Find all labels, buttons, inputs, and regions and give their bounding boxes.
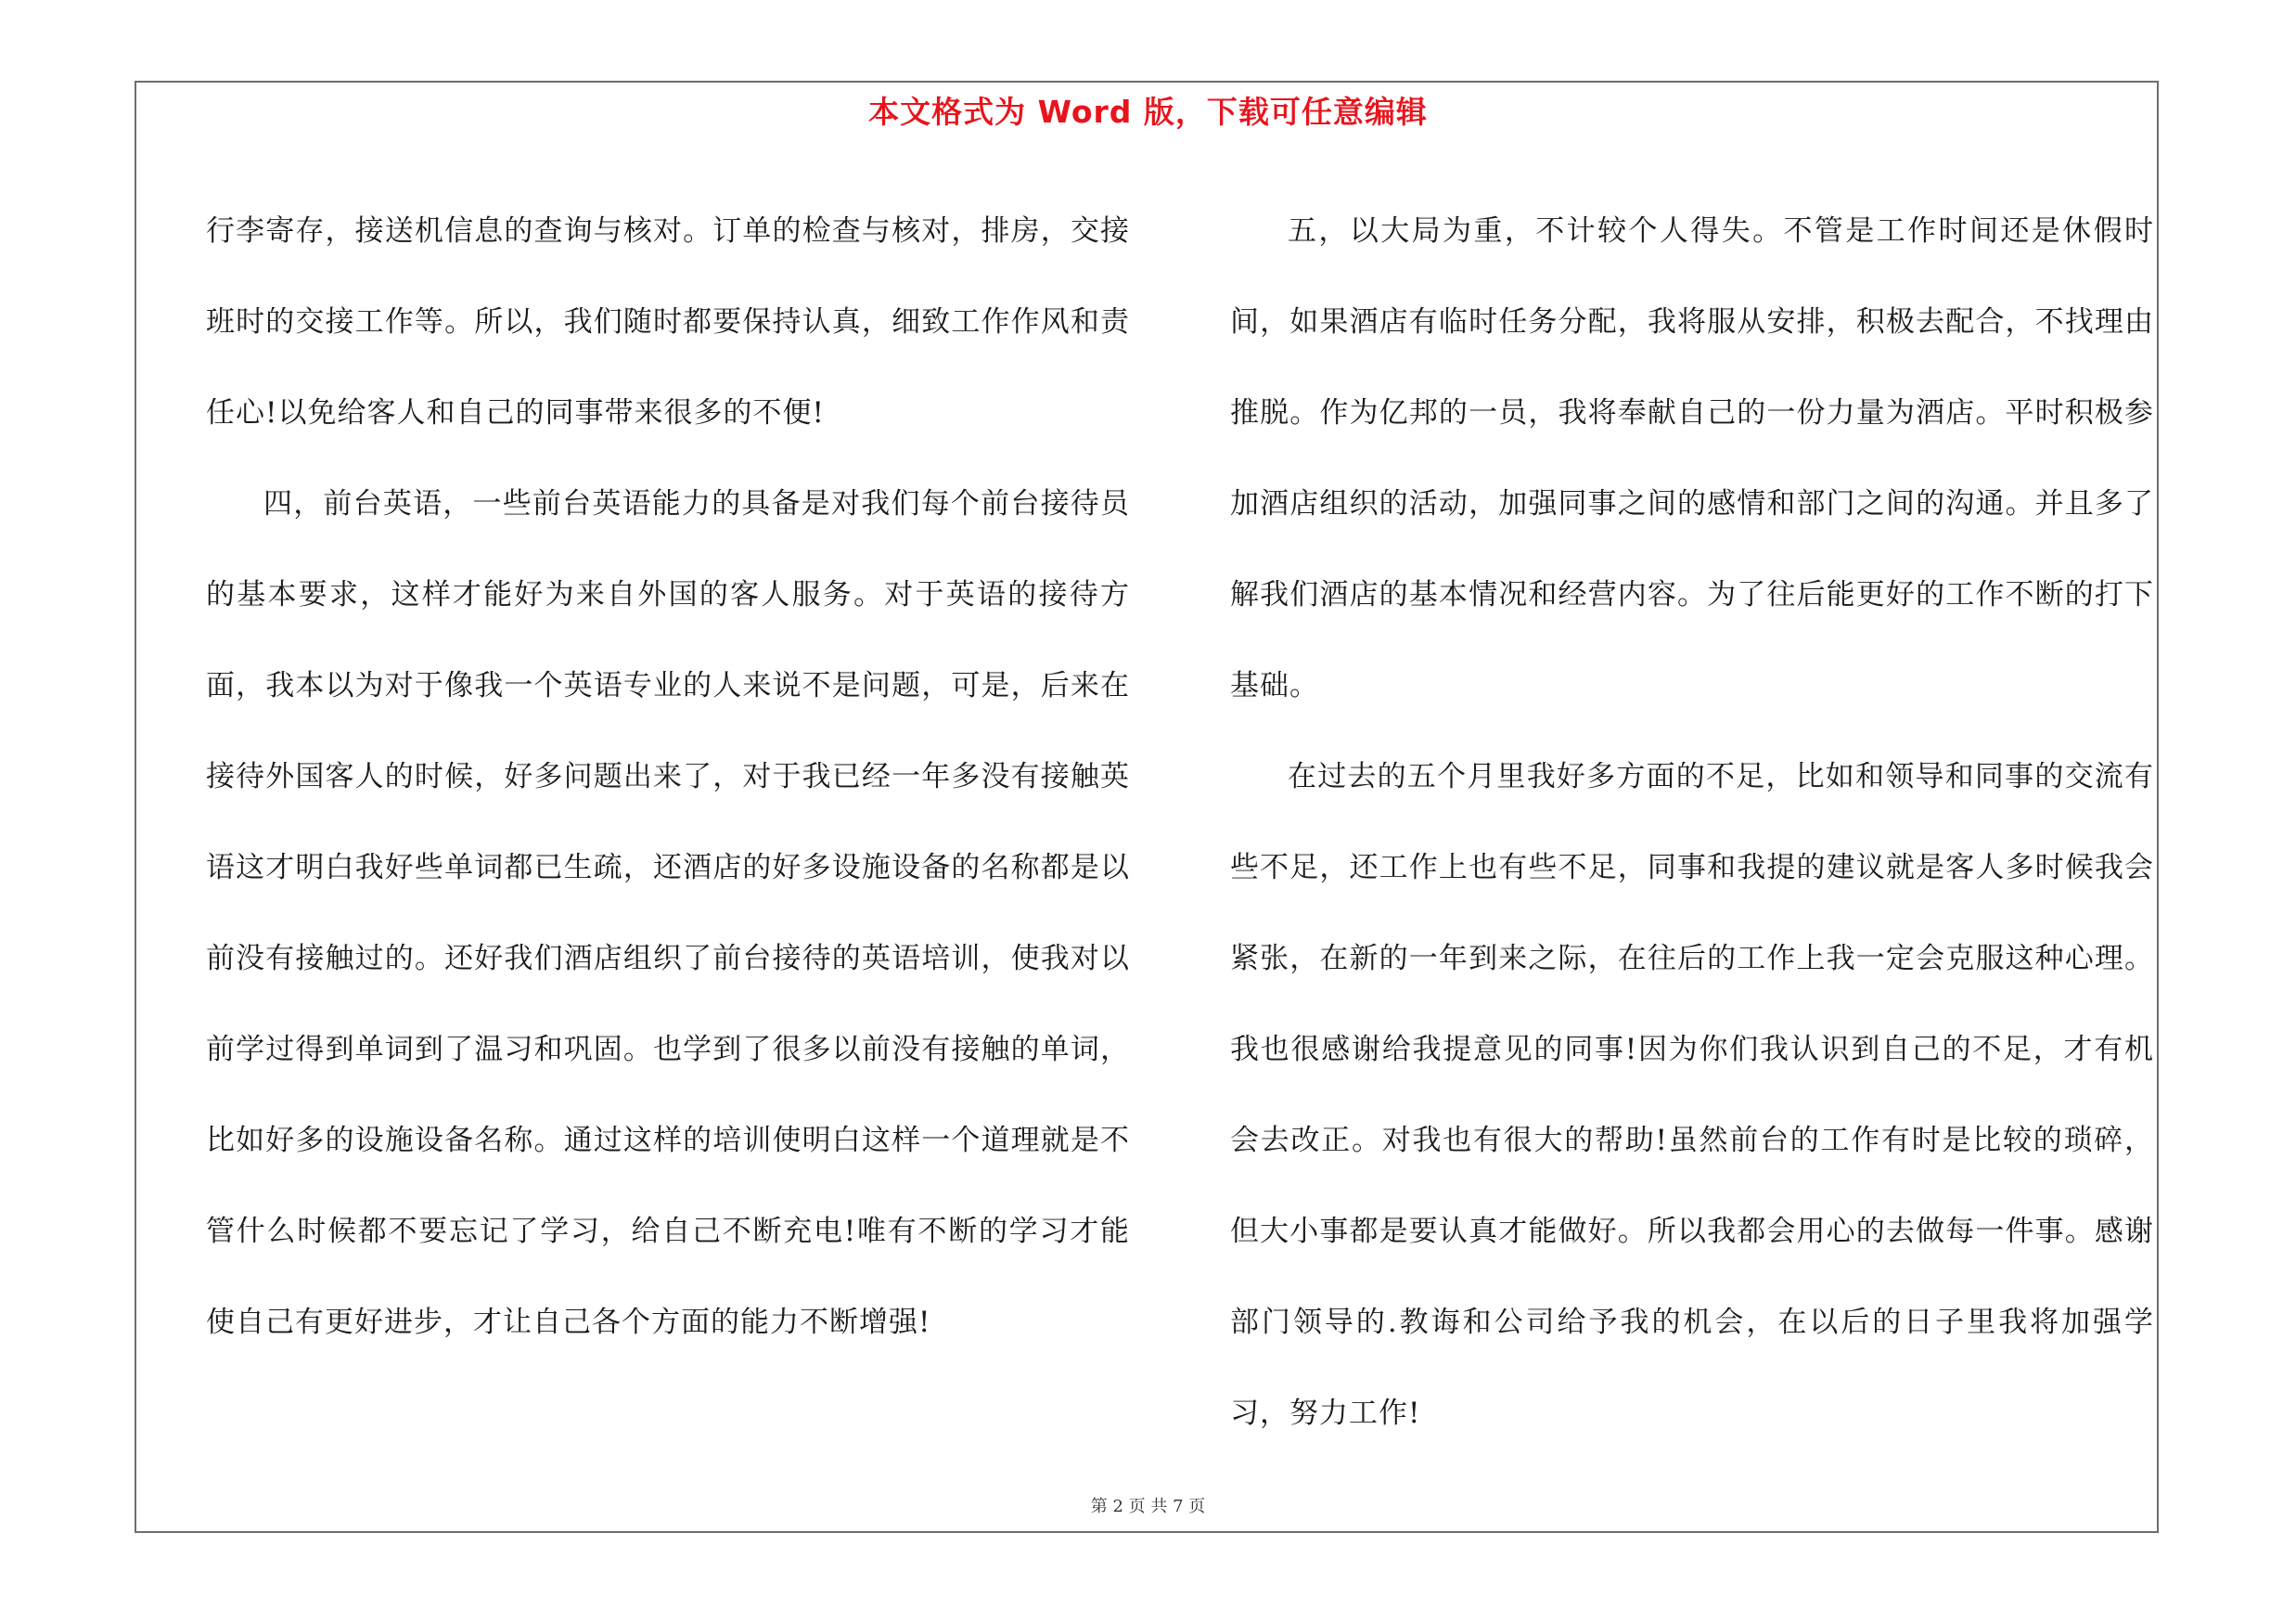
left-paragraph-1: 行李寄存，接送机信息的查询与核对。订单的检查与核对，排房，交接班时的交接工作等。所以，我们随时都要保持认真，细致工作作风和责任心!以免给客人和自己的同事带来很多的不便! (206, 214, 1130, 430)
left-paragraph-2: 四，前台英语，一些前台英语能力的具备是对我们每个前台接待员的基本要求，这样才能好为来自外国的客人服务。对于英语的接待方面，我本以为对于像我一个英语专业的人来说不是问题，可是，后来在接待外国客人的时候，好多问题出来了，对于我已经一年多没有接触英语这才明白我好些单词都已生疏，还酒店的好多设施设备的名称都是以前没有接触过的。还好我们酒店组织了前台接待的英语培训，使我对以前学过得到单词到了温习和巩固。也学到了很多以前没有接触的单词，比如好多的设施设备名称。通过这样的培训使明白这样一个道理就是不管什么时候都不要忘记了学习，给自己不断充电!唯有不断的学习才能使自己有更好进步，才让自己各个方面的能力不断增强! (206, 487, 1130, 1339)
left-column (206, 186, 1130, 1368)
right-column (1230, 186, 2154, 1459)
word-format-banner: 本文格式为 Word 版，下载可任意编辑 (868, 94, 1428, 130)
right-paragraph-2: 在过去的五个月里我好多方面的不足，比如和领导和同事的交流有些不足，还工作上也有些不足，同事和我提的建议就是客人多时候我会紧张，在新的一年到来之际，在往后的工作上我一定会克服这种心理。我也很感谢给我提意见的同事!因为你们我认识到自己的不足，才有机会去改正。对我也有很大的帮助!虽然前台的工作有时是比较的琐碎，但大小事都是要认真才能做好。所以我都会用心的去做每一件事。感谢部门领导的.教诲和公司给予我的机会，在以后的日子里我将加强学习，努力工作! (1230, 760, 2154, 1430)
right-paragraph-1: 五，以大局为重，不计较个人得失。不管是工作时间还是休假时间，如果酒店有临时任务分配，我将服从安排，积极去配合，不找理由推脱。作为亿邦的一员，我将奉献自己的一份力量为酒店。平时积极参加酒店组织的活动，加强同事之间的感情和部门之间的沟通。并且多了解我们酒店的基本情况和经营内容。为了往后能更好的工作不断的打下基础。 (1230, 214, 2154, 702)
page-number-footer: 第 2 页 共 7 页 (1090, 1497, 1206, 1516)
